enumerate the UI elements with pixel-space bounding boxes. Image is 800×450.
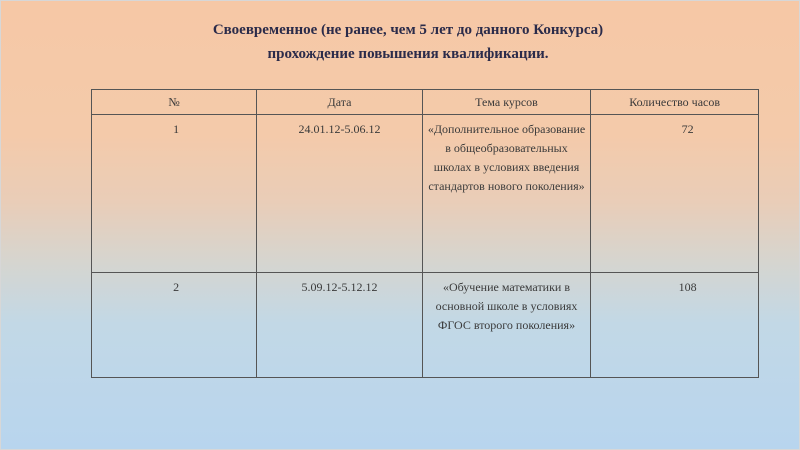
courses-table <box>91 89 759 378</box>
row-hours: 72 <box>591 115 759 273</box>
row-hours: 108 <box>591 273 759 378</box>
slide-title <box>0 18 800 66</box>
row-number: 2 <box>92 273 257 378</box>
header-topic: Тема курсов <box>422 90 590 115</box>
row-number: 1 <box>92 115 257 273</box>
row-date: 24.01.12-5.06.12 <box>257 115 423 273</box>
header-hours: Количество часов <box>591 90 759 115</box>
row-topic: «Дополнительное образование в общеобразовательных школах в условиях введения стандартов нового поколения» <box>422 115 590 273</box>
table-header-row <box>92 90 759 115</box>
header-number: № <box>92 90 257 115</box>
row-date: 5.09.12-5.12.12 <box>257 273 423 378</box>
table-row <box>92 115 759 273</box>
header-date: Дата <box>257 90 423 115</box>
row-topic: «Обучение математики в основной школе в условиях ФГОС второго поколения» <box>422 273 590 378</box>
title-line-1: Своевременное (не ранее, чем 5 лет до данного Конкурса) <box>212 22 604 38</box>
table-row <box>92 273 759 378</box>
title-line-2: прохождение повышения квалификации. <box>267 46 549 62</box>
